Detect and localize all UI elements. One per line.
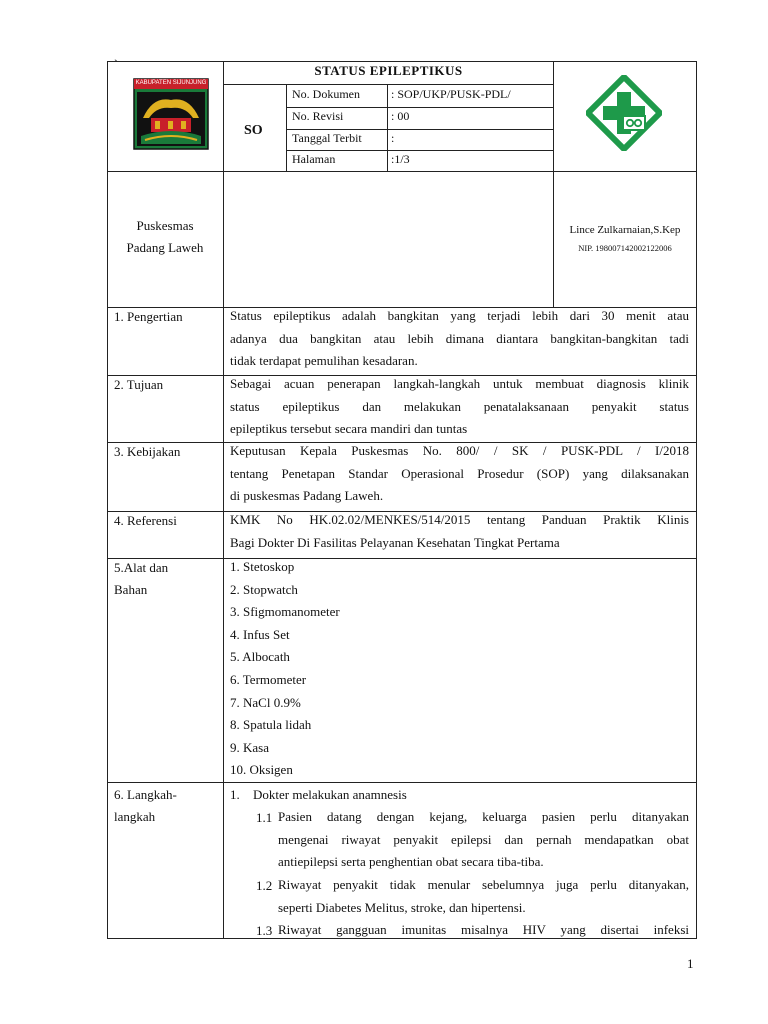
revision-label: No. Revisi bbox=[292, 109, 344, 123]
list-item: 5. Albocath bbox=[230, 649, 290, 665]
step-text: Dokter melakukan anamnesis bbox=[253, 787, 407, 802]
text-line: antiepilepsi serta penghentian obat secara tiba-tiba. bbox=[278, 854, 544, 870]
text-line: Status epileptikus adalah bangkitan yang terjadi lebih dari 30 menit atau bbox=[230, 308, 689, 323]
section-label-tujuan: 2. Tujuan bbox=[114, 377, 164, 392]
issue-date-value: : bbox=[391, 131, 395, 145]
list-item: 4. Infus Set bbox=[230, 626, 290, 642]
page-number: 1 bbox=[687, 956, 694, 971]
text-line: tentang Penetapan Standar Operasional Prosedur (SOP) yang dilaksanakan bbox=[230, 465, 689, 481]
text-line: Bagi Dokter Di Fasilitas Pelayanan Kesehatan Tingkat Pertama bbox=[230, 534, 560, 550]
text-line: di puskesmas Padang Laweh. bbox=[230, 488, 384, 504]
section-label-pengertian: 1. Pengertian bbox=[114, 309, 183, 324]
text-line: status epileptikus dan melakukan penatalaksanaan penyakit status bbox=[230, 398, 689, 414]
text-line: tidak terdapat pemulihan kesadaran. bbox=[230, 353, 418, 369]
equipment-list bbox=[230, 556, 530, 782]
page-title: STATUS EPILEPTIKUS bbox=[314, 63, 463, 78]
text-line: KMK No HK.02.02/MENKES/514/2015 tentang Panduan Praktik Klinis bbox=[230, 512, 689, 527]
doc-number-value: : SOP/UKP/PUSK-PDL/ bbox=[391, 87, 511, 101]
corner-mark: ` bbox=[114, 57, 118, 71]
list-item: 7. NaCl 0.9% bbox=[230, 694, 301, 710]
list-item: 8. Spatula lidah bbox=[230, 717, 312, 733]
section-label-langkah-line1: 6. Langkah- bbox=[114, 787, 177, 802]
text-line: adanya dua bangkitan atau lebih dimana diantara bangkitan-bangkitan tadi bbox=[230, 330, 689, 346]
section-label-alat-line1: 5.Alat dan bbox=[114, 560, 169, 575]
list-item: 10. Oksigen bbox=[230, 762, 293, 778]
institution-name-line2: Padang Laweh bbox=[126, 240, 204, 255]
section-content-referensi bbox=[230, 509, 689, 554]
section-label-referensi: 4. Referensi bbox=[114, 513, 177, 528]
page-value: :1/3 bbox=[391, 152, 410, 166]
sub-step-number: 1.2 bbox=[256, 878, 273, 893]
text-line: Riwayat gangguan imunitas misalnya HIV yang disertai infeksi bbox=[278, 922, 689, 937]
sub-step-content bbox=[278, 874, 689, 919]
sub-step-number: 1.1 bbox=[256, 810, 273, 825]
text-line: mengenai riwayat penyakit epilepsi dan pernah mendapatkan obat bbox=[278, 831, 689, 847]
sub-step-number: 1.3 bbox=[256, 923, 273, 938]
list-item: 3. Sfigmomanometer bbox=[230, 604, 340, 620]
list-item: 9. Kasa bbox=[230, 739, 269, 755]
institution-name-line1: Puskesmas bbox=[136, 218, 194, 233]
text-line: Sebagai acuan penerapan langkah-langkah untuk membuat diagnosis klinik bbox=[230, 376, 689, 391]
doc-number-label: No. Dokumen bbox=[292, 87, 360, 101]
list-item: 1. Stetoskop bbox=[230, 559, 295, 574]
section-label-alat-line2: Bahan bbox=[114, 582, 148, 597]
section-content-pengertian bbox=[230, 305, 689, 373]
section-content-tujuan bbox=[230, 373, 689, 441]
section-label-kebijakan: 3. Kebijakan bbox=[114, 444, 181, 459]
so-label: SO bbox=[244, 123, 263, 138]
list-item: 2. Stopwatch bbox=[230, 581, 298, 597]
page-label: Halaman bbox=[292, 152, 336, 166]
text-line: Pasien datang dengan kejang, keluarga pasien perlu ditanyakan bbox=[278, 809, 689, 824]
signer-name: Lince Zulkarnaian,S.Kep bbox=[569, 224, 681, 236]
puskesmas-logo bbox=[586, 75, 662, 151]
list-item: 6. Termometer bbox=[230, 671, 307, 687]
sub-step-content bbox=[278, 806, 689, 874]
issue-date-label: Tanggal Terbit bbox=[292, 131, 362, 145]
step-number: 1. bbox=[230, 787, 240, 802]
section-label-langkah-line2: langkah bbox=[114, 809, 156, 824]
text-line: Keputusan Kepala Puskesmas No. 800/ / SK / PUSK-PDL / I/2018 bbox=[230, 443, 689, 458]
sub-step-content bbox=[278, 919, 689, 938]
regency-logo bbox=[133, 78, 209, 150]
regency-logo-text: KABUPATEN SIJUNJUNG bbox=[135, 80, 207, 86]
text-line: Riwayat penyakit tidak menular sebelumnya juga perlu ditanyakan, bbox=[278, 877, 689, 892]
text-line: seperti Diabetes Melitus, stroke, dan hipertensi. bbox=[278, 899, 526, 915]
revision-value: : 00 bbox=[391, 109, 410, 123]
signer-nip: NIP. 198007142002122006 bbox=[578, 243, 672, 253]
text-line: epileptikus tersebut secara mandiri dan tuntas bbox=[230, 421, 468, 437]
section-content-kebijakan bbox=[230, 440, 689, 508]
